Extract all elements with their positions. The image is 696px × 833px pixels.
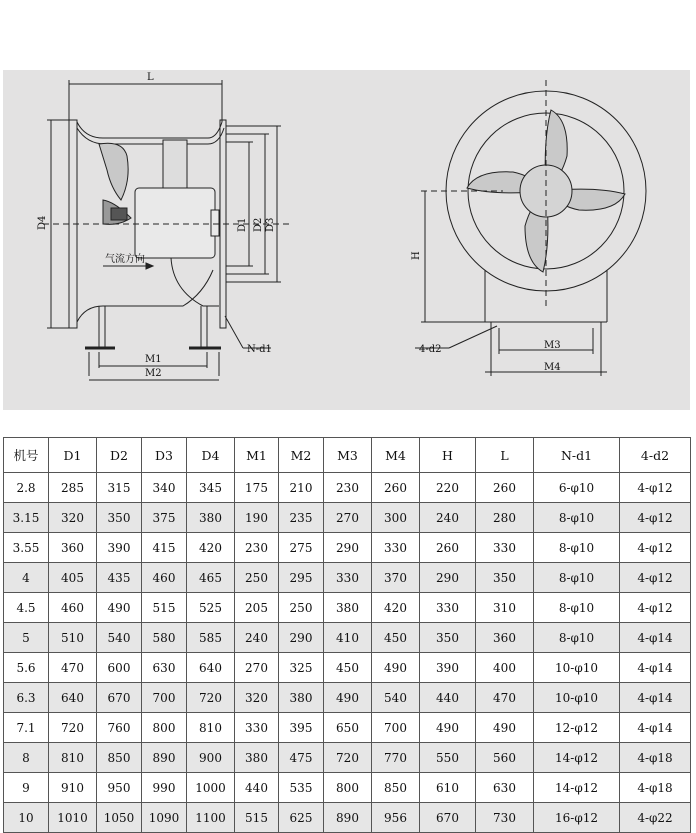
table-cell: 230 xyxy=(235,533,279,563)
table-cell: 600 xyxy=(97,653,142,683)
label-n-d1: N-d1 xyxy=(247,344,272,355)
table-cell: 330 xyxy=(476,533,534,563)
column-header: M3 xyxy=(324,438,372,473)
table-cell: 8-φ10 xyxy=(534,623,620,653)
table-cell: 460 xyxy=(142,563,187,593)
table-cell: 10-φ10 xyxy=(534,683,620,713)
table-cell: 4-φ18 xyxy=(620,743,691,773)
table-cell: 900 xyxy=(187,743,235,773)
table-cell: 810 xyxy=(187,713,235,743)
table-cell: 4-φ12 xyxy=(620,563,691,593)
table-cell: 260 xyxy=(372,473,420,503)
table-cell: 270 xyxy=(235,653,279,683)
column-header: M4 xyxy=(372,438,420,473)
table-cell: 260 xyxy=(420,533,476,563)
table-cell: 585 xyxy=(187,623,235,653)
table-row xyxy=(4,473,691,503)
table-cell: 350 xyxy=(97,503,142,533)
table-cell: 515 xyxy=(235,803,279,833)
table-cell: 3.15 xyxy=(4,503,49,533)
table-cell: 435 xyxy=(97,563,142,593)
table-cell: 440 xyxy=(420,683,476,713)
table-cell: 956 xyxy=(372,803,420,833)
duct-top-wall xyxy=(77,122,222,138)
table-cell: 350 xyxy=(476,563,534,593)
table-cell: 800 xyxy=(324,773,372,803)
fan-technical-drawing xyxy=(3,70,690,410)
table-cell: 700 xyxy=(142,683,187,713)
table-row xyxy=(4,503,691,533)
table-cell: 515 xyxy=(142,593,187,623)
impeller-blade xyxy=(99,143,128,200)
table-cell: 380 xyxy=(187,503,235,533)
label-h: H xyxy=(411,251,422,260)
column-header: L xyxy=(476,438,534,473)
table-cell: 490 xyxy=(420,713,476,743)
table-cell: 12-φ12 xyxy=(534,713,620,743)
table-cell: 250 xyxy=(235,563,279,593)
label-m4: M4 xyxy=(544,362,561,373)
table-cell: 250 xyxy=(279,593,324,623)
table-cell: 14-φ12 xyxy=(534,773,620,803)
table-cell: 295 xyxy=(279,563,324,593)
table-cell: 450 xyxy=(324,653,372,683)
table-cell: 330 xyxy=(235,713,279,743)
table-cell: 345 xyxy=(187,473,235,503)
table-cell: 540 xyxy=(97,623,142,653)
table-cell: 650 xyxy=(324,713,372,743)
table-cell: 4-φ14 xyxy=(620,683,691,713)
table-cell: 420 xyxy=(372,593,420,623)
label-airflow: 气流方向 xyxy=(105,254,145,265)
duct-bottom-wall xyxy=(77,270,213,322)
table-cell: 4-φ18 xyxy=(620,773,691,803)
table-cell: 460 xyxy=(49,593,97,623)
table-cell: 1100 xyxy=(187,803,235,833)
table-cell: 670 xyxy=(420,803,476,833)
table-cell: 3.55 xyxy=(4,533,49,563)
table-cell: 4-φ14 xyxy=(620,713,691,743)
table-cell: 330 xyxy=(372,533,420,563)
table-row xyxy=(4,563,691,593)
table-cell: 320 xyxy=(49,503,97,533)
table-cell: 290 xyxy=(279,623,324,653)
table-cell: 310 xyxy=(476,593,534,623)
table-body xyxy=(4,473,691,833)
table-cell: 405 xyxy=(49,563,97,593)
column-header: D2 xyxy=(97,438,142,473)
table-cell: 315 xyxy=(97,473,142,503)
table-row xyxy=(4,743,691,773)
table-row xyxy=(4,533,691,563)
table-cell: 470 xyxy=(476,683,534,713)
table-cell: 760 xyxy=(97,713,142,743)
table-cell: 350 xyxy=(420,623,476,653)
column-header: M1 xyxy=(235,438,279,473)
table-cell: 465 xyxy=(187,563,235,593)
table-cell: 290 xyxy=(420,563,476,593)
table-cell: 360 xyxy=(476,623,534,653)
table-cell: 8-φ10 xyxy=(534,503,620,533)
table-cell: 1000 xyxy=(187,773,235,803)
table-cell: 330 xyxy=(324,563,372,593)
table-cell: 4-φ12 xyxy=(620,503,691,533)
table-row xyxy=(4,623,691,653)
label-m2: M2 xyxy=(145,368,162,379)
column-header: D1 xyxy=(49,438,97,473)
table-cell: 450 xyxy=(372,623,420,653)
table-cell: 1010 xyxy=(49,803,97,833)
table-cell: 370 xyxy=(372,563,420,593)
label-d2: D2 xyxy=(253,217,264,232)
table-cell: 7.1 xyxy=(4,713,49,743)
table-cell: 670 xyxy=(97,683,142,713)
table-cell: 700 xyxy=(372,713,420,743)
table-cell: 240 xyxy=(420,503,476,533)
table-cell: 640 xyxy=(187,653,235,683)
table-cell: 4-φ12 xyxy=(620,593,691,623)
motor-shaft-housing xyxy=(163,140,187,188)
table-cell: 410 xyxy=(324,623,372,653)
table-cell: 340 xyxy=(142,473,187,503)
table-cell: 535 xyxy=(279,773,324,803)
table-cell: 210 xyxy=(279,473,324,503)
table-cell: 550 xyxy=(420,743,476,773)
table-cell: 720 xyxy=(49,713,97,743)
table-cell: 420 xyxy=(187,533,235,563)
table-cell: 16-φ12 xyxy=(534,803,620,833)
table-cell: 375 xyxy=(142,503,187,533)
fan-drawing-panel xyxy=(3,70,690,410)
table-cell: 380 xyxy=(324,593,372,623)
table-cell: 4-φ22 xyxy=(620,803,691,833)
table-cell: 490 xyxy=(372,653,420,683)
table-row xyxy=(4,593,691,623)
table-cell: 5 xyxy=(4,623,49,653)
table-cell: 720 xyxy=(324,743,372,773)
table-cell: 540 xyxy=(372,683,420,713)
table-cell: 270 xyxy=(324,503,372,533)
table-cell: 6.3 xyxy=(4,683,49,713)
column-header: H xyxy=(420,438,476,473)
table-cell: 630 xyxy=(476,773,534,803)
table-row xyxy=(4,803,691,833)
column-header: 机号 xyxy=(4,438,49,473)
table-cell: 630 xyxy=(142,653,187,683)
column-header: D4 xyxy=(187,438,235,473)
table-cell: 9 xyxy=(4,773,49,803)
table-cell: 990 xyxy=(142,773,187,803)
table-cell: 380 xyxy=(279,683,324,713)
table-cell: 390 xyxy=(420,653,476,683)
table-cell: 580 xyxy=(142,623,187,653)
table-cell: 190 xyxy=(235,503,279,533)
table-cell: 560 xyxy=(476,743,534,773)
table-cell: 610 xyxy=(420,773,476,803)
table-cell: 8-φ10 xyxy=(534,563,620,593)
table-cell: 400 xyxy=(476,653,534,683)
table-row xyxy=(4,773,691,803)
table-cell: 240 xyxy=(235,623,279,653)
table-cell: 235 xyxy=(279,503,324,533)
table-cell: 490 xyxy=(97,593,142,623)
table-cell: 950 xyxy=(97,773,142,803)
label-l: L xyxy=(147,72,154,83)
table-cell: 290 xyxy=(324,533,372,563)
table-cell: 510 xyxy=(49,623,97,653)
table-header-row xyxy=(4,438,691,473)
table-cell: 10-φ10 xyxy=(534,653,620,683)
table-cell: 625 xyxy=(279,803,324,833)
table-cell: 910 xyxy=(49,773,97,803)
table-row xyxy=(4,713,691,743)
table-cell: 4.5 xyxy=(4,593,49,623)
table-cell: 475 xyxy=(279,743,324,773)
table-cell: 4-φ12 xyxy=(620,473,691,503)
table-cell: 770 xyxy=(372,743,420,773)
column-header: 4-d2 xyxy=(620,438,691,473)
table-cell: 260 xyxy=(476,473,534,503)
label-d4: D4 xyxy=(37,215,48,230)
table-cell: 230 xyxy=(324,473,372,503)
table-cell: 890 xyxy=(324,803,372,833)
table-cell: 275 xyxy=(279,533,324,563)
table-cell: 5.6 xyxy=(4,653,49,683)
label-d1: D1 xyxy=(237,217,248,232)
table-cell: 850 xyxy=(372,773,420,803)
table-cell: 220 xyxy=(420,473,476,503)
motor-body xyxy=(135,188,215,258)
table-cell: 4-φ14 xyxy=(620,623,691,653)
label-d3: D3 xyxy=(265,217,276,232)
table-cell: 850 xyxy=(97,743,142,773)
table-cell: 525 xyxy=(187,593,235,623)
column-header: N-d1 xyxy=(534,438,620,473)
table-cell: 205 xyxy=(235,593,279,623)
table-cell: 8 xyxy=(4,743,49,773)
spec-table xyxy=(3,437,691,833)
table-cell: 490 xyxy=(324,683,372,713)
table-cell: 730 xyxy=(476,803,534,833)
table-cell: 4-φ14 xyxy=(620,653,691,683)
table-cell: 14-φ12 xyxy=(534,743,620,773)
label-4-d2: 4-d2 xyxy=(419,344,442,355)
table-cell: 640 xyxy=(49,683,97,713)
table-cell: 800 xyxy=(142,713,187,743)
table-cell: 360 xyxy=(49,533,97,563)
table-cell: 415 xyxy=(142,533,187,563)
table-cell: 285 xyxy=(49,473,97,503)
table-cell: 330 xyxy=(420,593,476,623)
table-cell: 4 xyxy=(4,563,49,593)
table-cell: 380 xyxy=(235,743,279,773)
table-cell: 280 xyxy=(476,503,534,533)
table-cell: 810 xyxy=(49,743,97,773)
column-header: M2 xyxy=(279,438,324,473)
table-cell: 325 xyxy=(279,653,324,683)
label-m1: M1 xyxy=(145,354,162,365)
table-cell: 175 xyxy=(235,473,279,503)
table-cell: 8-φ10 xyxy=(534,593,620,623)
table-cell: 300 xyxy=(372,503,420,533)
table-cell: 490 xyxy=(476,713,534,743)
table-cell: 1090 xyxy=(142,803,187,833)
table-cell: 8-φ10 xyxy=(534,533,620,563)
table-cell: 10 xyxy=(4,803,49,833)
table-cell: 320 xyxy=(235,683,279,713)
table-cell: 4-φ12 xyxy=(620,533,691,563)
table-cell: 6-φ10 xyxy=(534,473,620,503)
table-cell: 395 xyxy=(279,713,324,743)
table-cell: 390 xyxy=(97,533,142,563)
table-cell: 440 xyxy=(235,773,279,803)
table-cell: 720 xyxy=(187,683,235,713)
table-cell: 2.8 xyxy=(4,473,49,503)
table-cell: 890 xyxy=(142,743,187,773)
table-row xyxy=(4,653,691,683)
label-m3: M3 xyxy=(544,340,561,351)
table-row xyxy=(4,683,691,713)
table-cell: 1050 xyxy=(97,803,142,833)
column-header: D3 xyxy=(142,438,187,473)
table-cell: 470 xyxy=(49,653,97,683)
